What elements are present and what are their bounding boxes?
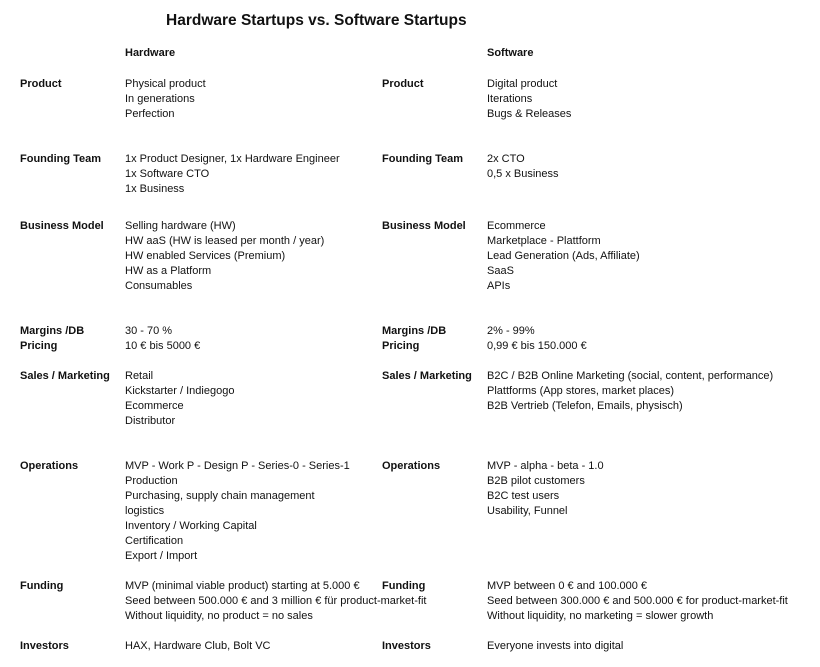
list-item: Without liquidity, no product = no sales (125, 610, 313, 622)
list-item: SaaS (487, 265, 514, 277)
list-item: 0,99 € bis 150.000 € (487, 340, 587, 352)
list-item: Everyone invests into digital (487, 640, 624, 652)
list-item: HW as a Platform (125, 265, 212, 277)
list-item: Ecommerce (125, 400, 184, 412)
list-item: Production (125, 475, 178, 487)
margins-label: Margins /DB (382, 325, 447, 337)
list-item: HW aaS (HW is leased per month / year) (125, 235, 325, 247)
list-item: MVP - Work P - Design P - Series-0 - Series-1 (125, 460, 350, 472)
list-item: Kickstarter / Indiegogo (125, 385, 235, 397)
investors-label-hardware: Investors (20, 640, 69, 652)
investors-hardware-list (125, 639, 271, 654)
pricing-label: Pricing (382, 340, 420, 352)
list-item: Perfection (125, 108, 175, 120)
sales-software-list (487, 369, 773, 414)
software-column-header: Software (487, 47, 534, 59)
list-item: 1x Software CTO (125, 168, 210, 180)
list-item: In generations (125, 93, 195, 105)
business-model-hardware-list (125, 219, 324, 294)
founding-team-hardware-list (125, 152, 340, 197)
list-item: HW enabled Services (Premium) (125, 250, 286, 262)
list-item: HAX, Hardware Club, Bolt VC (125, 640, 271, 652)
list-item: Ecommerce (487, 220, 546, 232)
list-item: B2C / B2B Online Marketing (social, content, performance) (487, 370, 774, 382)
operations-label-hardware: Operations (20, 460, 79, 472)
operations-label-software: Operations (382, 460, 441, 472)
list-item: Physical product (125, 78, 206, 90)
investors-label-software: Investors (382, 640, 431, 652)
product-label-hardware: Product (20, 78, 62, 90)
list-item: Retail (125, 370, 154, 382)
list-item: B2B pilot customers (487, 475, 585, 487)
list-item: MVP (minimal viable product) starting at 5.000 € (125, 580, 360, 592)
list-item: 0,5 x Business (487, 168, 559, 180)
list-item: Iterations (487, 93, 533, 105)
margins-label-hardware (20, 324, 84, 354)
list-item: Distributor (125, 415, 176, 427)
list-item: MVP between 0 € and 100.000 € (487, 580, 648, 592)
sales-label-software: Sales / Marketing (382, 370, 472, 382)
list-item: Digital product (487, 78, 558, 90)
pricing-label: Pricing (20, 340, 58, 352)
product-label-software: Product (382, 78, 424, 90)
hardware-column-header: Hardware (125, 47, 176, 59)
list-item: Bugs & Releases (487, 108, 572, 120)
list-item: 1x Business (125, 183, 185, 195)
sales-hardware-list (125, 369, 234, 429)
list-item: 2% - 99% (487, 325, 535, 337)
list-item: Seed between 300.000 € and 500.000 € for product-market-fit (487, 595, 788, 607)
list-item: APIs (487, 280, 511, 292)
list-item: Consumables (125, 280, 193, 292)
funding-software-list (487, 579, 788, 624)
list-item: B2C test users (487, 490, 560, 502)
founding-team-label-hardware: Founding Team (20, 153, 102, 165)
list-item: 2x CTO (487, 153, 525, 165)
funding-label-software: Funding (382, 580, 426, 592)
list-item: Marketplace - Plattform (487, 235, 601, 247)
list-item: 30 - 70 % (125, 325, 173, 337)
list-item: Certification (125, 535, 184, 547)
product-hardware-list (125, 77, 206, 122)
page-title: Hardware Startups vs. Software Startups (166, 12, 467, 29)
list-item: Plattforms (App stores, market places) (487, 385, 675, 397)
founding-team-label-software: Founding Team (382, 153, 464, 165)
list-item: MVP - alpha - beta - 1.0 (487, 460, 604, 472)
margins-hardware-list (125, 324, 200, 354)
list-item: Without liquidity, no marketing = slower growth (487, 610, 714, 622)
margins-software-list (487, 324, 587, 354)
list-item: 10 € bis 5000 € (125, 340, 201, 352)
sales-label-hardware: Sales / Marketing (20, 370, 110, 382)
investors-software-list (487, 639, 623, 654)
product-software-list (487, 77, 571, 122)
list-item: Inventory / Working Capital (125, 520, 257, 532)
margins-label-software (382, 324, 446, 354)
business-model-software-list (487, 219, 640, 294)
funding-label-hardware: Funding (20, 580, 64, 592)
founding-team-software-list (487, 152, 559, 182)
list-item: Export / Import (125, 550, 198, 562)
business-model-label-software: Business Model (382, 220, 466, 232)
list-item: Seed between 500.000 € and 3 million € für product-market-fit (125, 595, 427, 607)
list-item: B2B Vertrieb (Telefon, Emails, physisch) (487, 400, 683, 412)
operations-software-list (487, 459, 604, 519)
margins-label: Margins /DB (20, 325, 85, 337)
operations-hardware-list (125, 459, 350, 564)
list-item: Selling hardware (HW) (125, 220, 236, 232)
list-item: 1x Product Designer, 1x Hardware Engineer (125, 153, 340, 165)
list-item: logistics (125, 505, 165, 517)
list-item: Lead Generation (Ads, Affiliate) (487, 250, 640, 262)
list-item: Purchasing, supply chain management (125, 490, 315, 502)
business-model-label-hardware: Business Model (20, 220, 104, 232)
list-item: Usability, Funnel (487, 505, 568, 517)
